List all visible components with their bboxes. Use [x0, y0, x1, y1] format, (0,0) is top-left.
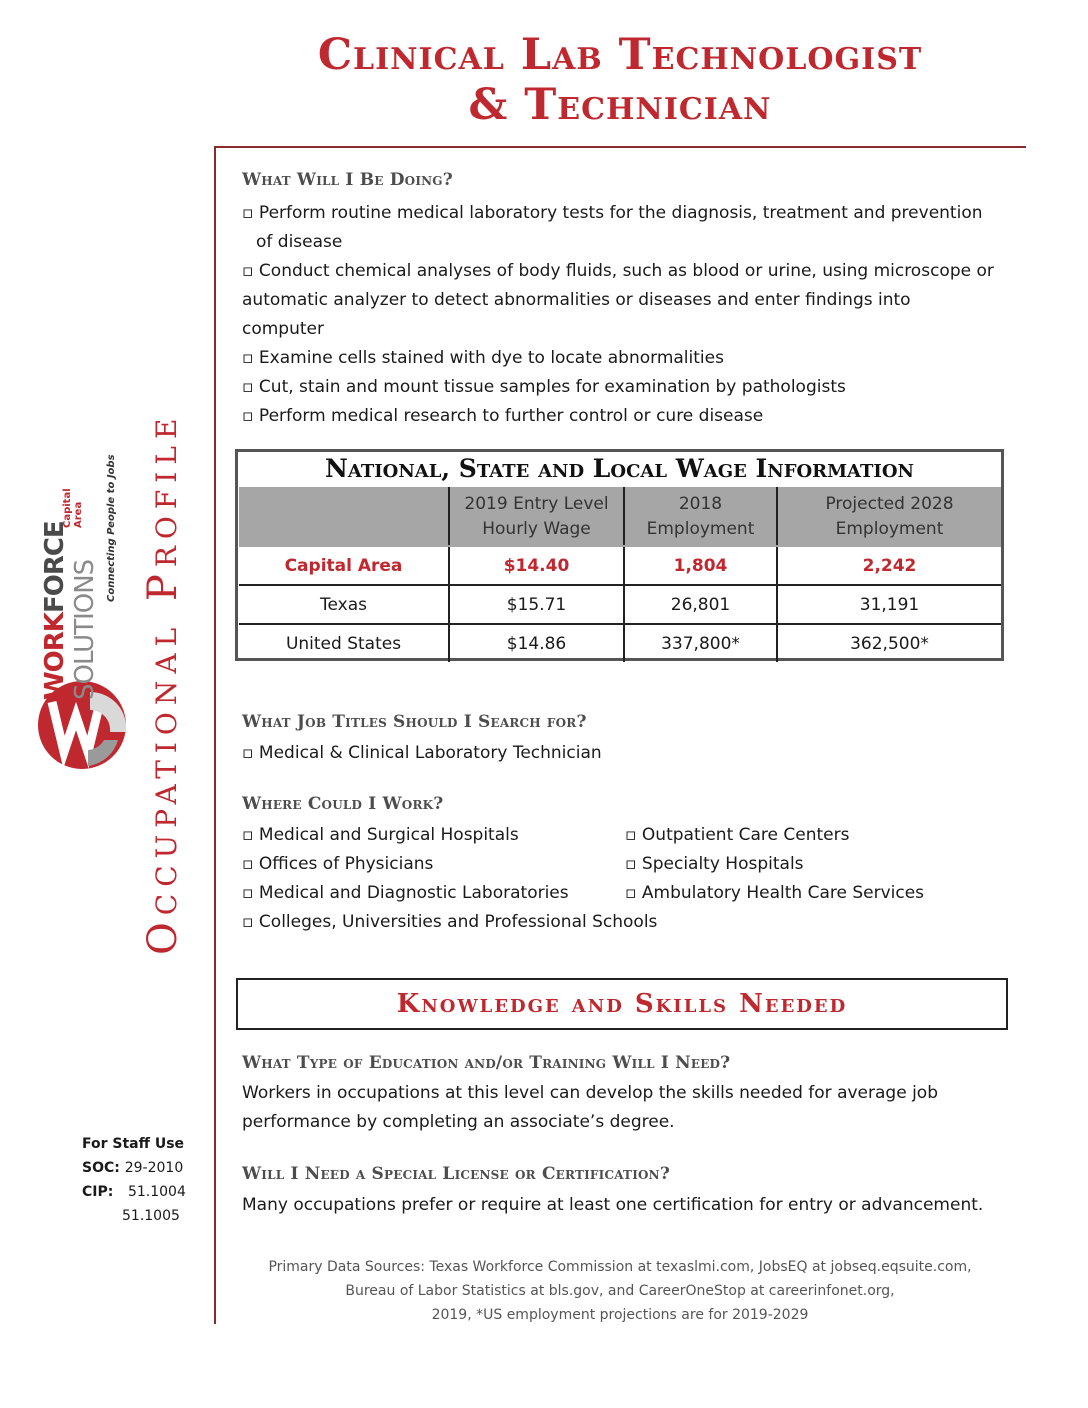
wage-header-cell	[449, 488, 624, 546]
job-titles-list	[242, 739, 602, 768]
education-heading: What Type of Education and/or Training Will I Need?	[242, 1053, 731, 1073]
logo-work-text: WORK	[40, 613, 70, 700]
cip-code-1: 51.1004	[127, 1184, 186, 1200]
list-item: ▫ Specialty Hospitals	[625, 854, 804, 874]
source-line: Bureau of Labor Statistics at bls.gov, and CareerOneStop at careerinfonet.org,	[345, 1283, 895, 1299]
projected-cell: 2,242	[777, 546, 1001, 585]
wage-cell: $15.71	[449, 585, 624, 624]
wage-info-box	[235, 449, 1004, 661]
table-row	[239, 546, 1001, 585]
cip-code-2: 51.1005	[122, 1208, 180, 1224]
doing-list	[242, 199, 994, 431]
region-cell: Texas	[239, 585, 449, 624]
doing-line: ▫ Examine cells stained with dye to locate abnormalities	[242, 348, 724, 368]
employment-cell: 337,800*	[624, 624, 777, 662]
employment-cell: 26,801	[624, 585, 777, 624]
list-item: ▫ Colleges, Universities and Professional Schools	[242, 912, 658, 932]
region-cell: Capital Area	[239, 546, 449, 585]
list-item: ▫ Offices of Physicians	[242, 854, 434, 874]
list-item: ▫ Medical and Surgical Hospitals	[242, 825, 519, 845]
logo-area-text	[62, 488, 84, 528]
soc-label: SOC:	[82, 1160, 120, 1176]
education-line: performance by completing an associate’s degree.	[242, 1112, 675, 1132]
logo-solutions-text: SOLUTIONS	[70, 559, 100, 700]
job-titles-heading: What Job Titles Should I Search for?	[242, 712, 587, 732]
staff-use-block	[82, 1132, 186, 1228]
list-item: ▫ Medical & Clinical Laboratory Technician	[242, 743, 602, 763]
work-list-left	[242, 821, 657, 937]
doing-line: of disease	[256, 232, 343, 252]
region-cell: United States	[239, 624, 449, 662]
left-rule	[214, 146, 216, 1324]
list-item: ▫ Ambulatory Health Care Services	[625, 883, 925, 903]
list-item: ▫ Medical and Diagnostic Laboratories	[242, 883, 569, 903]
projected-cell: 31,191	[777, 585, 1001, 624]
education-line: Workers in occupations at this level can develop the skills needed for average job	[242, 1083, 938, 1103]
logo-tagline: Connecting People to Jobs	[106, 454, 117, 602]
staff-use-label: For Staff Use	[82, 1136, 185, 1152]
cip-label: CIP:	[82, 1184, 114, 1200]
wage-header-cell	[239, 488, 449, 546]
table-row	[239, 624, 1001, 662]
wage-table	[239, 487, 1001, 662]
doing-line: computer	[242, 319, 324, 339]
work-heading: Where Could I Work?	[242, 794, 444, 814]
doing-line: ▫ Perform medical research to further control or cure disease	[242, 406, 764, 426]
header-employment: 2018 Employment	[646, 494, 755, 539]
wage-header-cell	[624, 488, 777, 546]
occupational-profile-label: Occupational Profile	[140, 411, 186, 955]
license-heading: Will I Need a Special License or Certification?	[242, 1164, 670, 1184]
logo-area-line1: Capital	[62, 488, 73, 528]
work-list-right	[625, 821, 924, 908]
logo-area-line2: Area	[73, 501, 84, 528]
soc-code: 29-2010	[124, 1160, 184, 1176]
header-projected: Projected 2028 Employment	[825, 494, 954, 539]
doing-line: ▫ Conduct chemical analyses of body fluids, such as blood or urine, using microscope or	[242, 261, 994, 281]
list-item: ▫ Outpatient Care Centers	[625, 825, 850, 845]
logo-force-text: FORCE	[40, 521, 70, 614]
wage-header-cell	[777, 488, 1001, 546]
source-line: 2019, *US employment projections are for 2019-2029	[431, 1307, 809, 1323]
education-text	[242, 1079, 938, 1137]
projected-cell: 362,500*	[777, 624, 1001, 662]
source-line: Primary Data Sources: Texas Workforce Commission at texaslmi.com, JobsEQ at jobseq.eqsuite.com,	[268, 1259, 972, 1275]
top-rule	[214, 146, 1026, 148]
page-title-line2: & Technician	[468, 80, 772, 130]
wage-cell: $14.86	[449, 624, 624, 662]
wage-cell: $14.40	[449, 546, 624, 585]
license-text: Many occupations prefer or require at least one certification for entry or advancement.	[242, 1195, 984, 1215]
table-row	[239, 585, 1001, 624]
doing-line: ▫ Cut, stain and mount tissue samples for examination by pathologists	[242, 377, 846, 397]
wage-title: National, State and Local Wage Information	[325, 454, 914, 483]
wage-header-row	[239, 488, 1001, 546]
logo-wordmark	[40, 521, 100, 700]
doing-line: ▫ Perform routine medical laboratory tests for the diagnosis, treatment and prevention	[242, 203, 983, 223]
doing-heading: What Will I Be Doing?	[242, 170, 453, 190]
doing-line: automatic analyzer to detect abnormalities or diseases and enter findings into	[242, 290, 911, 310]
page-title-line1: Clinical Lab Technologist	[317, 30, 923, 80]
knowledge-skills-banner: Knowledge and Skills Needed	[236, 978, 1008, 1030]
data-sources	[232, 1255, 1008, 1327]
employment-cell: 1,804	[624, 546, 777, 585]
header-entry-wage: 2019 Entry Level Hourly Wage	[464, 494, 609, 539]
